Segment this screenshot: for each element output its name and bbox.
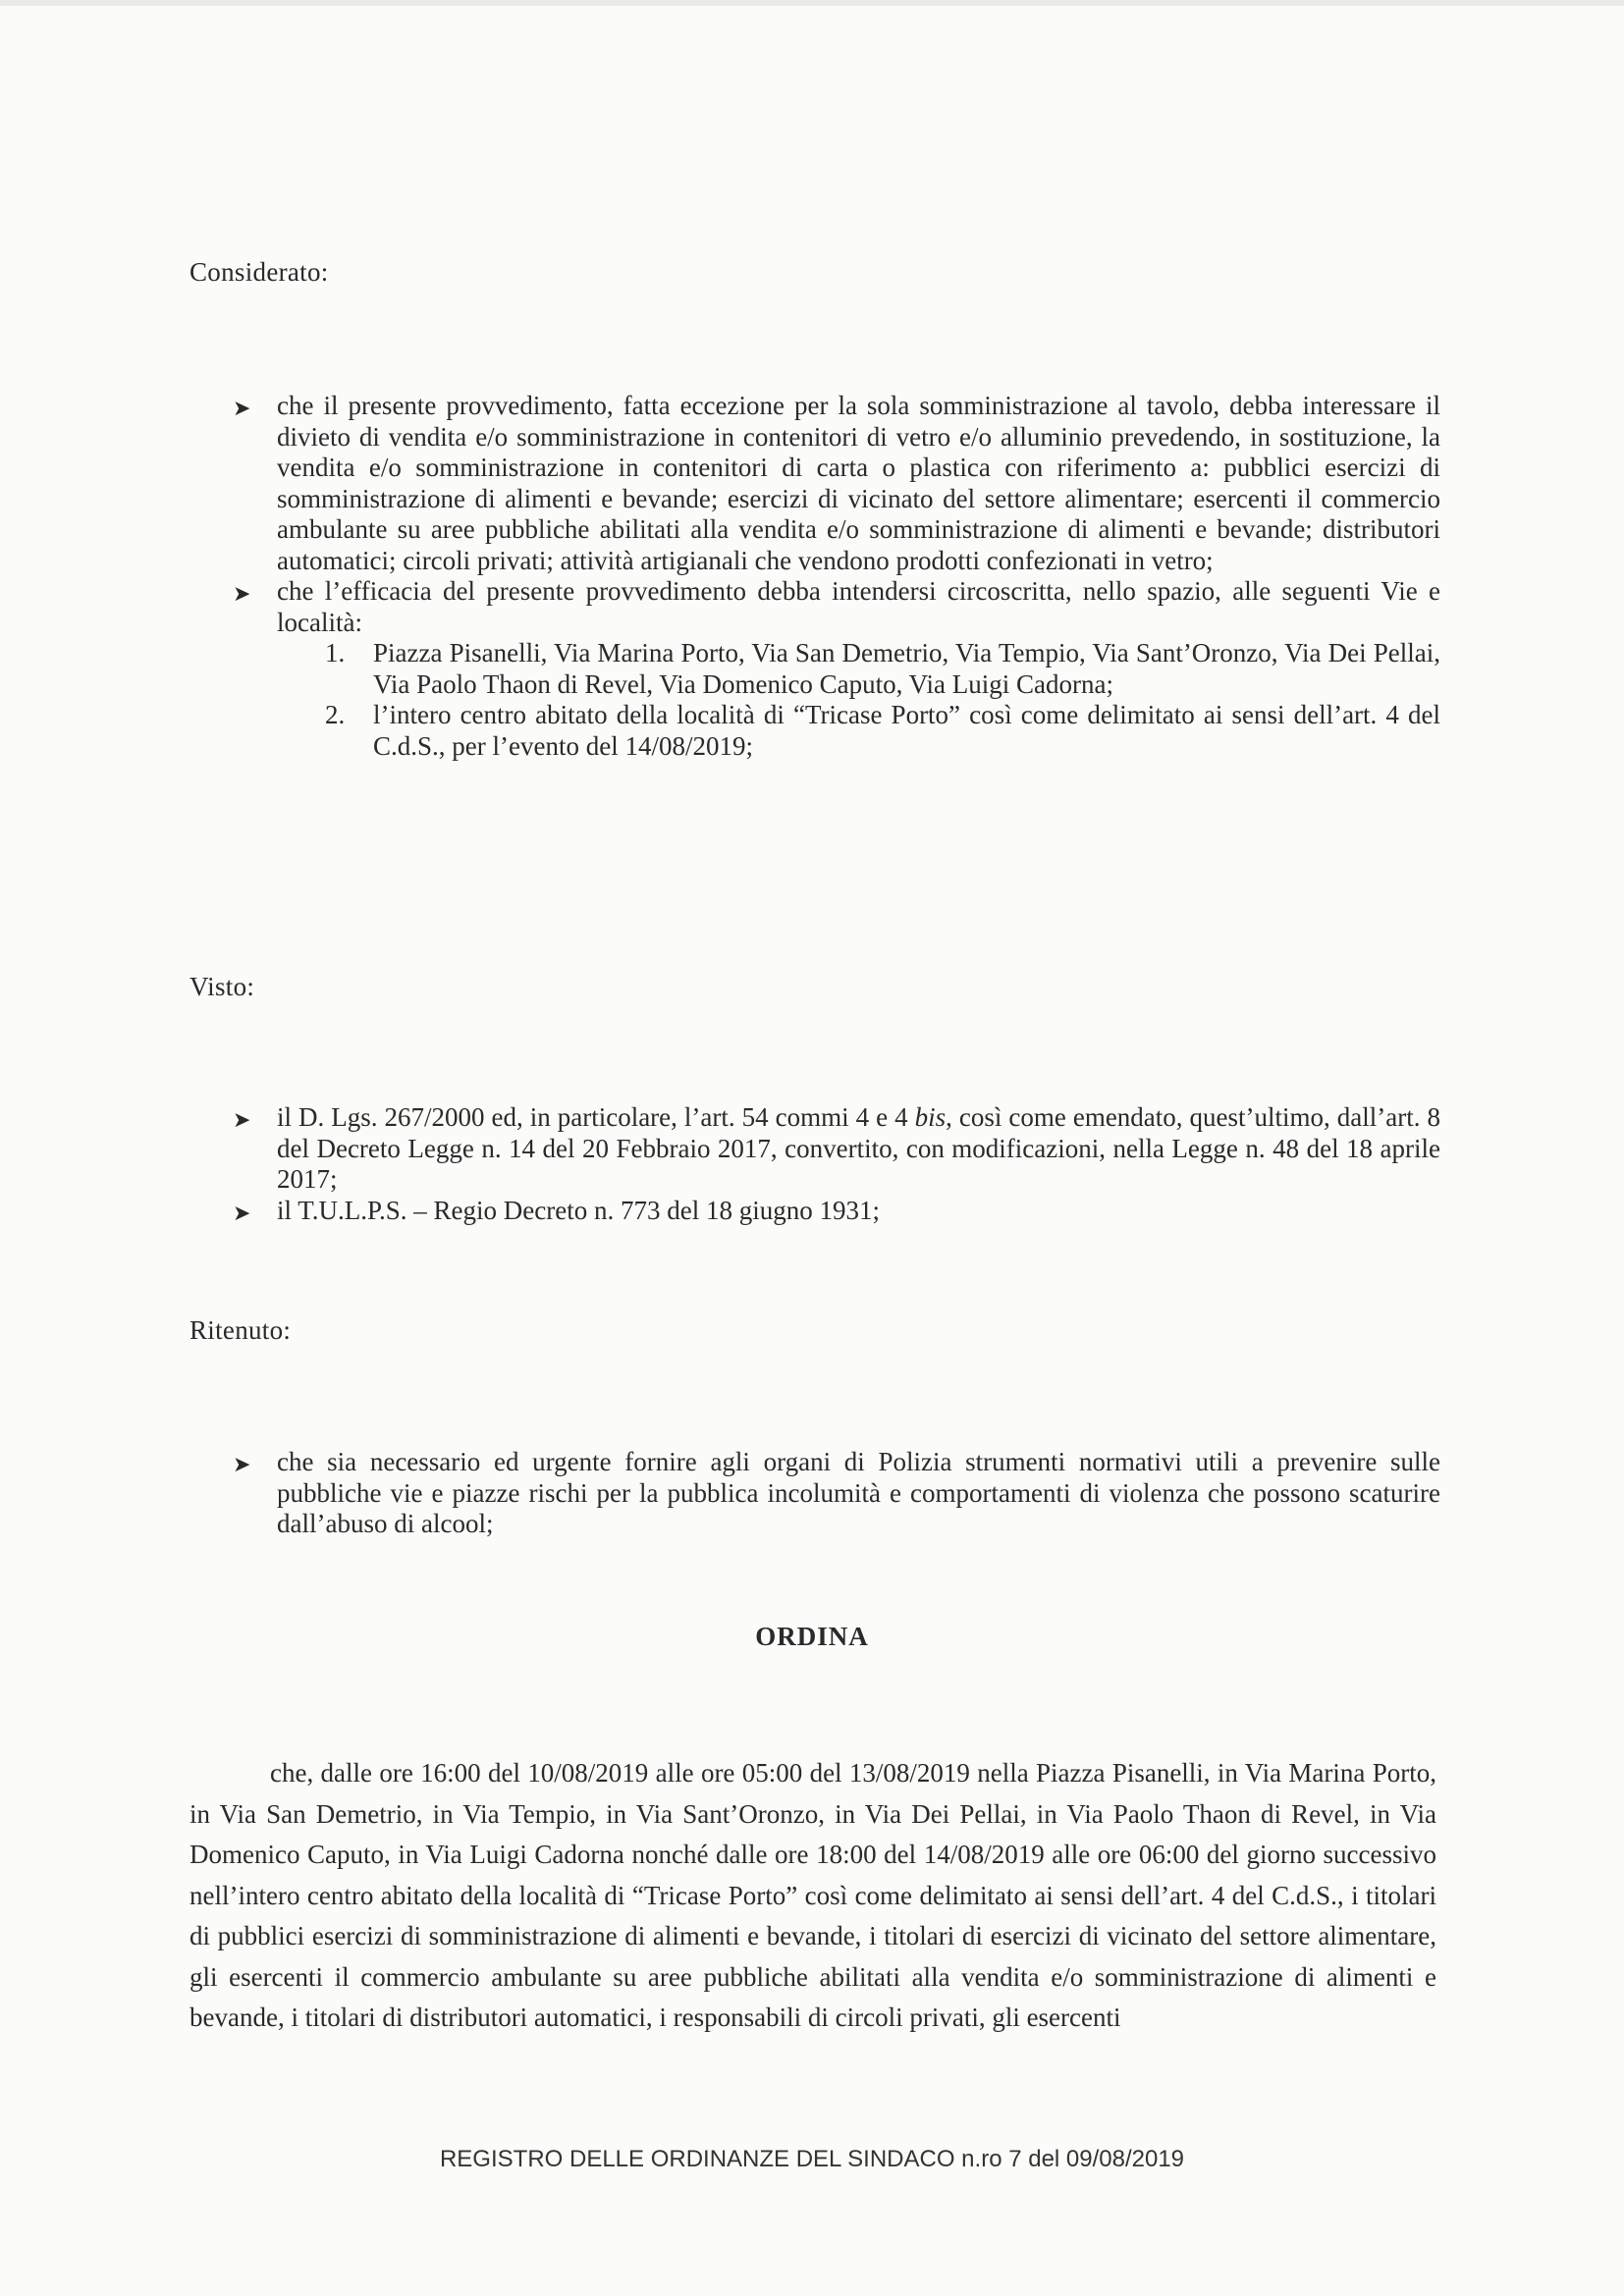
arrowhead-bullet-icon: ➤	[233, 1108, 251, 1133]
considerato-list	[233, 391, 1440, 762]
arrowhead-bullet-icon: ➤	[233, 1453, 251, 1477]
heading-visto: Visto:	[189, 972, 255, 1001]
list-item	[233, 391, 1440, 576]
sublist-text: Piazza Pisanelli, Via Marina Porto, Via San Demetrio, Via Tempio, Via Sant’Oronzo, Via Dei Pellai, Via Paolo Thaon di Revel, Via Domenico Caputo, Via Luigi Cadorna;	[373, 638, 1440, 699]
sublist-item	[325, 638, 1440, 700]
list-item	[233, 1196, 1440, 1227]
list-item	[233, 1447, 1440, 1540]
heading-ritenuto: Ritenuto:	[189, 1315, 292, 1345]
list-item-text: che il presente provvedimento, fatta eccezione per la sola somministrazione al tavolo, debba interessare il divieto di vendita e/o somministrazione in contenitori di vetro e/o alluminio prevedendo, in sostituzione, la vendita e/o somministrazione in contenitori di carta o plastica con riferimento a: pubblici esercizi di somministrazione di alimenti e bevande; esercizi di vicinato del settore alimentare; esercenti il commercio ambulante su aree pubbliche abilitati alla vendita e/o somministrazione di alimenti e bevande; distributori automatici; circoli privati; attività artigianali che vendono prodotti confezionati in vetro;	[277, 391, 1440, 575]
list-item-text: il D. Lgs. 267/2000 ed, in particolare, l’art. 54 commi 4 e 4	[277, 1102, 915, 1132]
ritenuto-list	[233, 1447, 1440, 1540]
arrowhead-bullet-icon: ➤	[233, 397, 251, 421]
sublist-number: 2.	[325, 700, 346, 729]
ordina-title: ORDINA	[755, 1622, 869, 1651]
location-sublist	[277, 638, 1440, 762]
list-item-italic: bis	[914, 1102, 947, 1132]
list-item-text: che l’efficacia del presente provvedimento debba intendersi circoscritta, nello spazio, alle seguenti Vie e località:	[277, 576, 1440, 637]
arrowhead-bullet-icon: ➤	[233, 1201, 251, 1226]
arrowhead-bullet-icon: ➤	[233, 582, 251, 607]
sublist-text: l’intero centro abitato della località di “Tricase Porto” così come delimitato ai sensi dell’art. 4 del C.d.S., per l’evento del 14/08/2019;	[373, 700, 1440, 761]
list-item-text: , così come emendato, quest’ultimo, dall’art. 8 del Decreto Legge n. 14 del 20 Febbraio 2017, convertito, con modificazioni, nella Legge n. 48 del 18 aprile 2017;	[277, 1102, 1440, 1194]
list-item	[233, 1102, 1440, 1196]
sublist-number: 1.	[325, 638, 346, 667]
sublist-item	[325, 700, 1440, 762]
scan-edge	[0, 0, 1624, 6]
list-item-text: il T.U.L.P.S. – Regio Decreto n. 773 del 18 giugno 1931;	[277, 1195, 880, 1225]
footer-registro: REGISTRO DELLE ORDINANZE DEL SINDACO n.ro 7 del 09/08/2019	[439, 2146, 1185, 2172]
visto-list	[233, 1102, 1440, 1226]
heading-considerato: Considerato:	[189, 257, 329, 287]
list-item-text: che sia necessario ed urgente fornire agli organi di Polizia strumenti normativi utili a prevenire sulle pubbliche vie e piazze rischi per la pubblica incolumità e comportamenti di violenza che possono scaturire dall’abuso di alcool;	[277, 1447, 1440, 1538]
ordina-paragraph: che, dalle ore 16:00 del 10/08/2019 alle ore 05:00 del 13/08/2019 nella Piazza Pisanelli, in Via Marina Porto, in Via San Demetrio, in Via Tempio, in Via Sant’Oronzo, in Via Dei Pellai, in Via Paolo Thaon di Revel, in Via Domenico Caputo, in Via Luigi Cadorna nonché dalle ore 18:00 del 14/08/2019 alle ore 06:00 del giorno successivo nell’intero centro abitato della località di “Tricase Porto” così come delimitato ai sensi dell’art. 4 del C.d.S., i titolari di pubblici esercizi di somministrazione di alimenti e bevande, i titolari di esercizi di vicinato del settore alimentare, gli esercenti il commercio ambulante su aree pubbliche abilitati alla vendita e/o somministrazione di alimenti e bevande, i titolari di distributori automatici, i responsabili di circoli privati, gli esercenti	[189, 1758, 1436, 2032]
list-item	[233, 576, 1440, 762]
